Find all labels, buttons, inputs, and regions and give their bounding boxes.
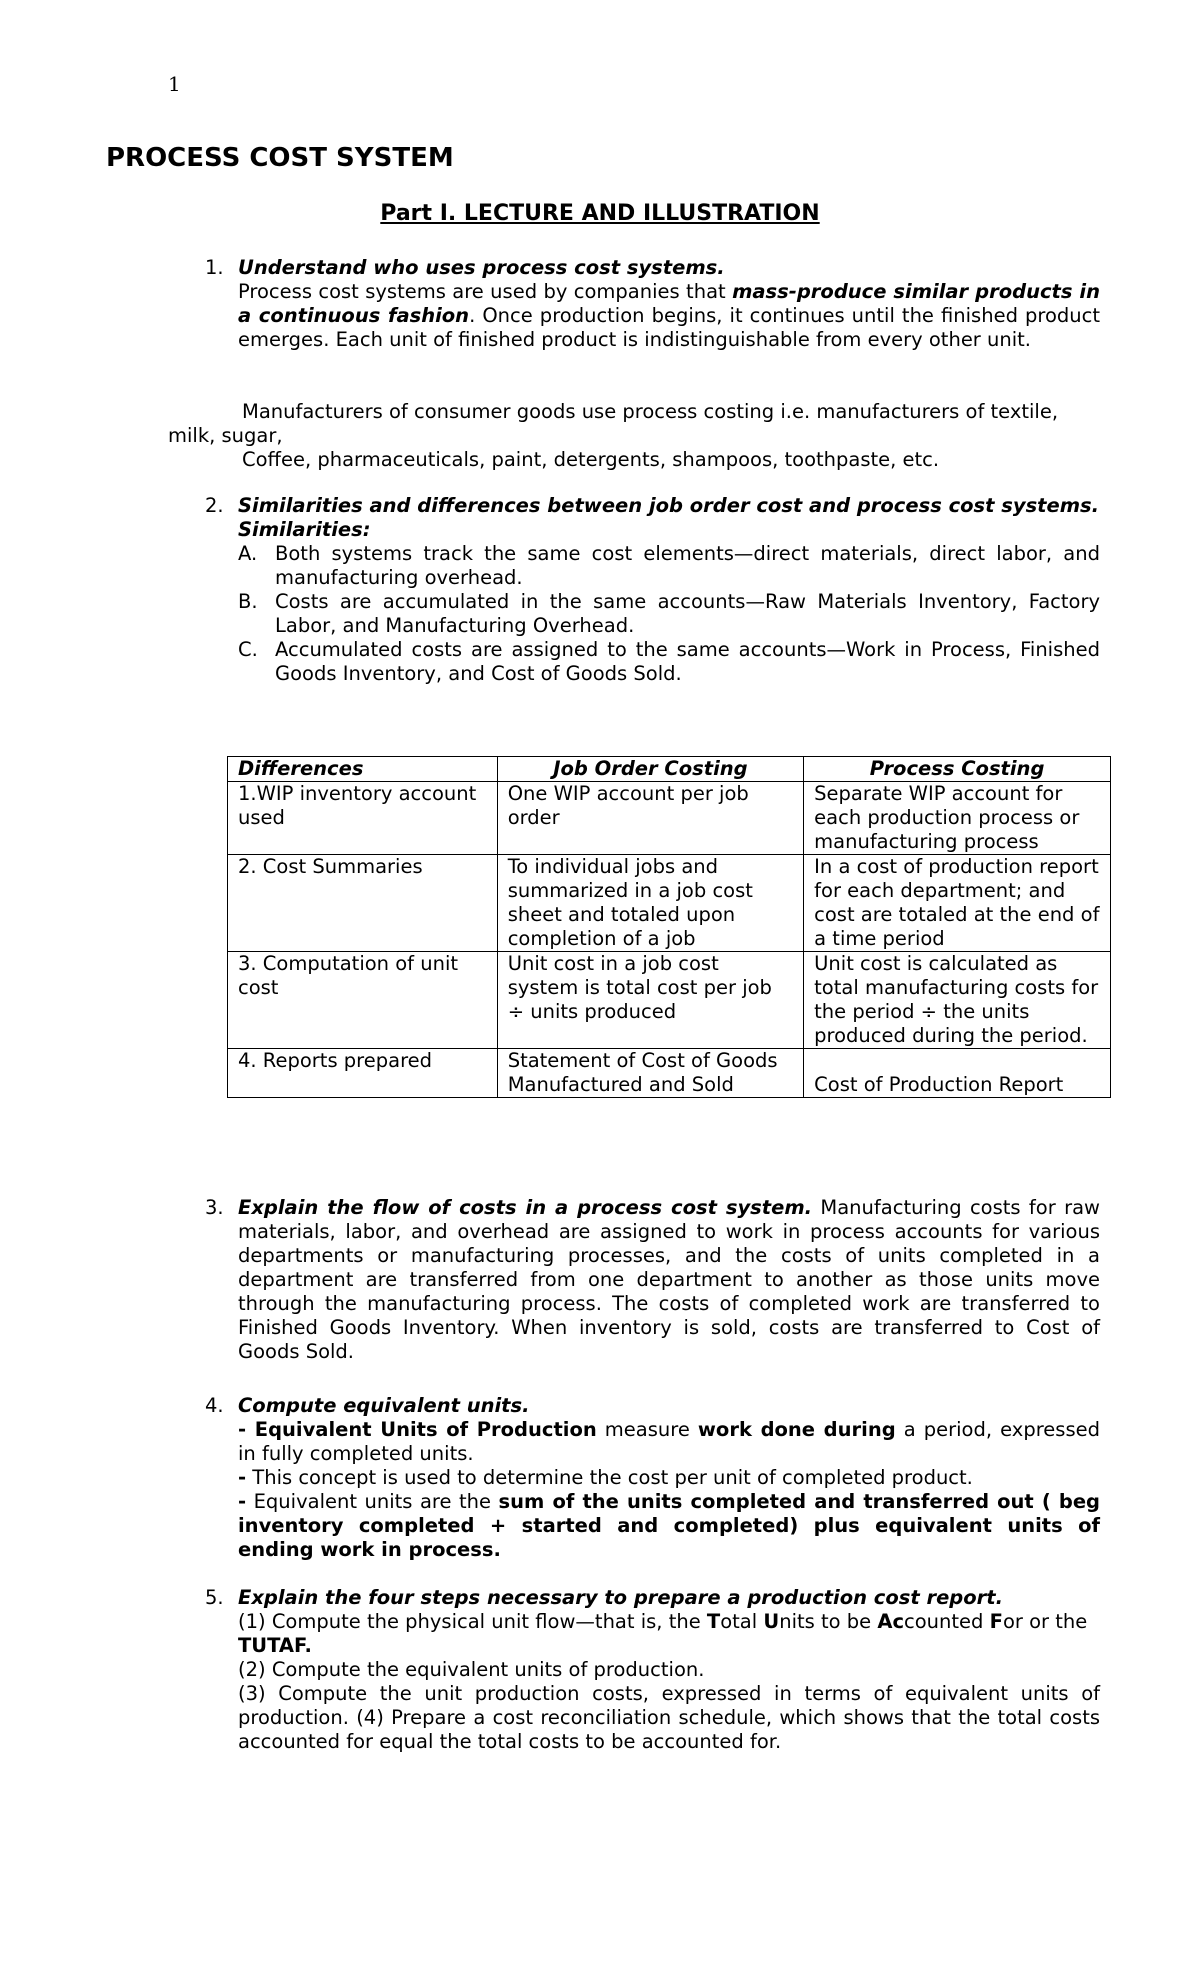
table-cell: To individual jobs and summarized in a job cost sheet and totaled upon completion of a job — [497, 855, 803, 952]
similarity-item — [238, 542, 1100, 590]
similarity-item — [238, 590, 1100, 638]
table-cell: 1.WIP inventory account used — [228, 782, 498, 855]
text: a period, expressed in fully completed units. — [238, 1418, 1100, 1465]
section-3-paragraph — [238, 1196, 1100, 1364]
table-cell: Statement of Cost of Goods Manufactured and Sold — [497, 1049, 803, 1098]
step-3-4: (3) Compute the unit production costs, expressed in terms of equivalent units of production. (4) Prepare a cost reconciliation schedule, which shows that the total costs accounted for equal the total costs to be accounted for. — [238, 1682, 1100, 1753]
table-row — [228, 1049, 1111, 1098]
manufacturers-line-1: Manufacturers of consumer goods use process costing i.e. manufacturers of textile, — [242, 400, 1059, 423]
section-1 — [205, 256, 1100, 352]
table-cell: In a cost of production report for each department; and cost are totaled at the end of a time period — [804, 855, 1111, 952]
term-work-done: work done during — [697, 1418, 896, 1441]
table-row — [228, 855, 1111, 952]
page-title: PROCESS COST SYSTEM — [106, 143, 454, 173]
similarity-letter: C. — [238, 638, 258, 661]
table-cell: Separate WIP account for each production process or manufacturing process — [804, 782, 1111, 855]
text: or or the — [1002, 1610, 1088, 1633]
section-1-heading: Understand who uses process cost systems. — [238, 256, 725, 279]
section-4-number: 4. — [205, 1394, 224, 1417]
term-equivalent-units: Equivalent Units of Production — [254, 1418, 597, 1441]
equivalent-units-definition: sum of the units completed and transferred out ( beg inventory completed + started and completed) plus equivalent units of ending work in process. — [238, 1490, 1101, 1561]
section-4-paragraph-1 — [238, 1418, 1100, 1466]
table-row — [228, 952, 1111, 1049]
text: measure — [596, 1418, 698, 1441]
dash: - — [238, 1418, 255, 1441]
section-subtitle: Part I. LECTURE AND ILLUSTRATION — [380, 201, 820, 226]
section-3-heading: Explain the flow of costs in a process cost system. — [238, 1196, 813, 1219]
section-2 — [205, 494, 1100, 686]
section-1-text-a: Process cost systems are used by companies that — [238, 280, 733, 303]
text: otal — [720, 1610, 764, 1633]
section-1-paragraph — [238, 280, 1100, 352]
table-cell: 4. Reports prepared — [228, 1049, 498, 1098]
section-3-text: Manufacturing costs for raw materials, labor, and overhead are assigned to work in process accounts for various departments or manufacturing processes, and the costs of units completed in a department are transferred from one department to another as those units move through the manufacturing process. The costs of completed work are transferred to Finished Goods Inventory. When inventory is sold, costs are transferred to Cost of Goods Sold. — [238, 1196, 1101, 1363]
section-4-heading: Compute equivalent units. — [238, 1394, 530, 1417]
section-1-emphasis: mass-produce similar products in a continuous fashion — [238, 280, 1101, 327]
acronym-letter: Ac — [877, 1610, 905, 1633]
section-5-heading: Explain the four steps necessary to prepare a production cost report. — [238, 1586, 1003, 1609]
header-process-costing: Process Costing — [804, 757, 1111, 782]
section-1-text-b: . Once production begins, it continues until the finished product emerges. Each unit of finished product is indistinguishable from every other unit. — [238, 304, 1101, 351]
section-2-heading: Similarities and differences between job order cost and process cost systems. — [238, 494, 1100, 517]
differences-table — [227, 756, 1111, 1098]
section-3-number: 3. — [205, 1196, 224, 1219]
tutaf-acronym: TUTAF. — [238, 1634, 312, 1657]
section-5-number: 5. — [205, 1586, 224, 1609]
section-4-paragraph-3 — [238, 1490, 1100, 1562]
manufacturers-line-3: Coffee, pharmaceuticals, paint, detergents, shampoos, toothpaste, etc. — [242, 448, 940, 471]
table-cell: Unit cost in a job cost system is total cost per job ÷ units produced — [497, 952, 803, 1049]
acronym-letter: U — [763, 1610, 780, 1633]
acronym-letter: T — [706, 1610, 721, 1633]
section-2-number: 2. — [205, 494, 224, 517]
section-4 — [205, 1394, 1100, 1562]
section-1-number: 1. — [205, 256, 224, 279]
table-cell: 3. Computation of unit cost — [228, 952, 498, 1049]
section-3 — [205, 1196, 1100, 1364]
similarity-letter: B. — [238, 590, 258, 613]
step-1 — [238, 1610, 1100, 1658]
step-2: (2) Compute the equivalent units of production. — [238, 1658, 705, 1681]
dash: - — [238, 1466, 247, 1489]
header-differences: Differences — [228, 757, 498, 782]
manufacturers-paragraph — [168, 400, 1118, 472]
text: Equivalent units are the — [246, 1490, 499, 1513]
similarities-heading: Similarities: — [238, 518, 371, 541]
text: nits to be — [779, 1610, 878, 1633]
similarity-item — [238, 638, 1100, 686]
table-cell: 2. Cost Summaries — [228, 855, 498, 952]
manufacturers-line-2: milk, sugar, — [168, 424, 283, 447]
table-header-row — [228, 757, 1111, 782]
similarity-text: Accumulated costs are assigned to the same accounts—Work in Process, Finished Goods Inventory, and Cost of Goods Sold. — [275, 638, 1100, 685]
section-5 — [205, 1586, 1100, 1754]
table-cell: Unit cost is calculated as total manufacturing costs for the period ÷ the units produced during the period. — [804, 952, 1111, 1049]
text: This concept is used to determine the cost per unit of completed product. — [246, 1466, 973, 1489]
page-number: 1 — [168, 72, 181, 96]
table-cell: Cost of Production Report — [804, 1049, 1111, 1098]
text: counted — [904, 1610, 990, 1633]
similarity-text: Both systems track the same cost elements—direct materials, direct labor, and manufacturing overhead. — [275, 542, 1100, 589]
header-job-order-costing: Job Order Costing — [497, 757, 803, 782]
table-row — [228, 782, 1111, 855]
table-cell: One WIP account per job order — [497, 782, 803, 855]
dash: - — [238, 1490, 247, 1513]
section-4-paragraph-2 — [238, 1466, 1100, 1490]
acronym-letter: F — [989, 1610, 1003, 1633]
text: (1) Compute the physical unit flow—that is, the — [238, 1610, 707, 1633]
similarity-letter: A. — [238, 542, 258, 565]
similarity-text: Costs are accumulated in the same accounts—Raw Materials Inventory, Factory Labor, and Manufacturing Overhead. — [275, 590, 1100, 637]
similarities-list — [238, 542, 1100, 686]
